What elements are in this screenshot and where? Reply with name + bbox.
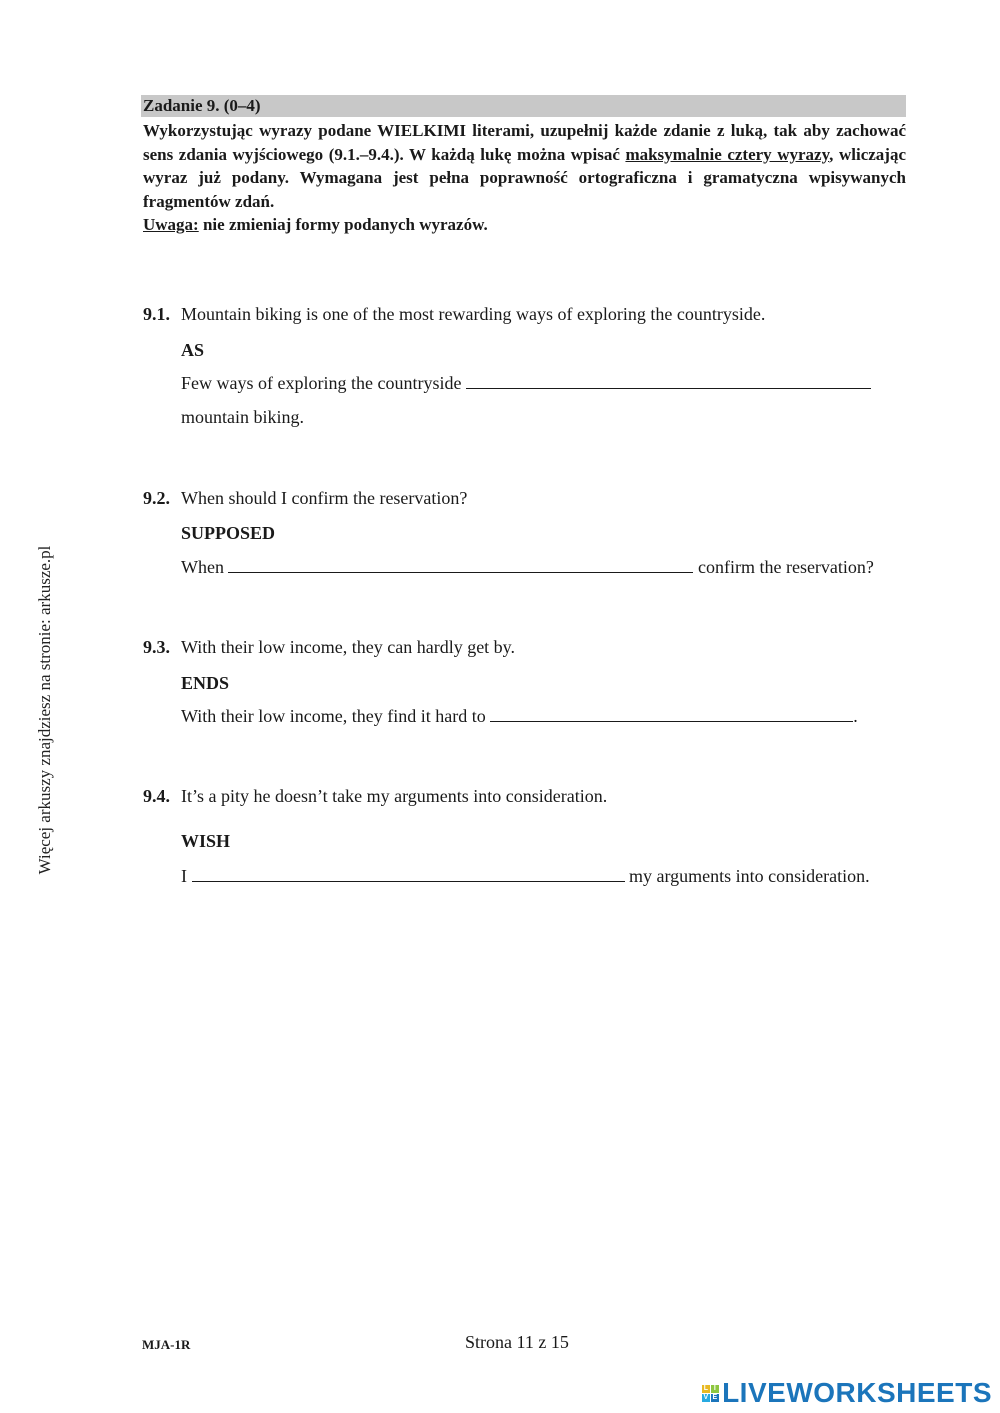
sentence-end: .	[853, 706, 858, 726]
instructions-underlined: maksymalnie cztery wyrazy	[625, 144, 830, 164]
exam-code: MJA-1R	[142, 1337, 191, 1352]
question-sentence: With their low income, they can hardly get by.	[181, 637, 516, 657]
answer-line	[181, 866, 870, 887]
sentence-end: my arguments into consideration.	[629, 866, 870, 886]
sentence-end: mountain biking.	[181, 407, 304, 427]
question-keyword: SUPPOSED	[181, 523, 276, 543]
question-sentence: It’s a pity he doesn’t take my arguments into consideration.	[181, 786, 608, 806]
sentence-start: With their low income, they find it hard to	[181, 706, 486, 726]
sentence-start: Few ways of exploring the countryside	[181, 373, 462, 393]
brand-name: LIVEWORKSHEETS	[722, 1377, 992, 1408]
page-number: Strona 11 z 15	[465, 1332, 569, 1352]
liveworksheets-logo-icon	[702, 1385, 719, 1402]
answer-line	[181, 557, 874, 578]
note-text: nie zmieniaj formy podanych wyrazów.	[198, 215, 488, 234]
sentence-start: I	[181, 866, 187, 886]
answer-blank[interactable]	[466, 374, 871, 389]
question-number: 9.4.	[143, 786, 170, 806]
instructions-text-2: , wliczając wyraz już podany. Wymagana jest pełna poprawność ortograficzna i gramatyczna wpisywanych fragmentów zdań.	[143, 144, 906, 211]
question-number: 9.2.	[143, 488, 170, 508]
answer-blank[interactable]	[192, 867, 625, 882]
logo-tile: E	[712, 1393, 718, 1401]
question-keyword: WISH	[181, 831, 231, 851]
answer-line	[181, 706, 858, 727]
logo-tile: I	[711, 1385, 719, 1393]
question-keyword: ENDS	[181, 673, 230, 693]
sentence-end: confirm the reservation?	[697, 557, 874, 577]
task-instructions	[143, 119, 906, 237]
sentence-start: When	[181, 557, 224, 577]
side-watermark-text: Więcej arkuszy znajdziesz na stronie: arkusze.pl	[35, 545, 54, 875]
instructions-text-1: Wykorzystując wyrazy podane WIELKIMI literami, uzupełnij każde zdanie z luką, tak aby zachować sens zdania wyjściowego (9.1.–9.4.). W każdą lukę można wpisać	[143, 121, 906, 164]
answer-blank[interactable]	[490, 707, 853, 722]
question-number: 9.3.	[143, 637, 170, 657]
task-title: Zadanie 9. (0–4)	[141, 95, 906, 117]
note-label: Uwaga:	[143, 215, 199, 234]
liveworksheets-brand[interactable]	[702, 1377, 992, 1409]
answer-blank[interactable]	[228, 558, 693, 573]
logo-tile: L	[703, 1384, 709, 1392]
question-number: 9.1.	[143, 304, 170, 324]
question-sentence: When should I confirm the reservation?	[181, 488, 468, 508]
logo-tile: V	[703, 1393, 709, 1401]
question-sentence: Mountain biking is one of the most rewarding ways of exploring the countryside.	[181, 304, 766, 324]
question-keyword: AS	[181, 340, 205, 360]
answer-line	[181, 373, 871, 394]
